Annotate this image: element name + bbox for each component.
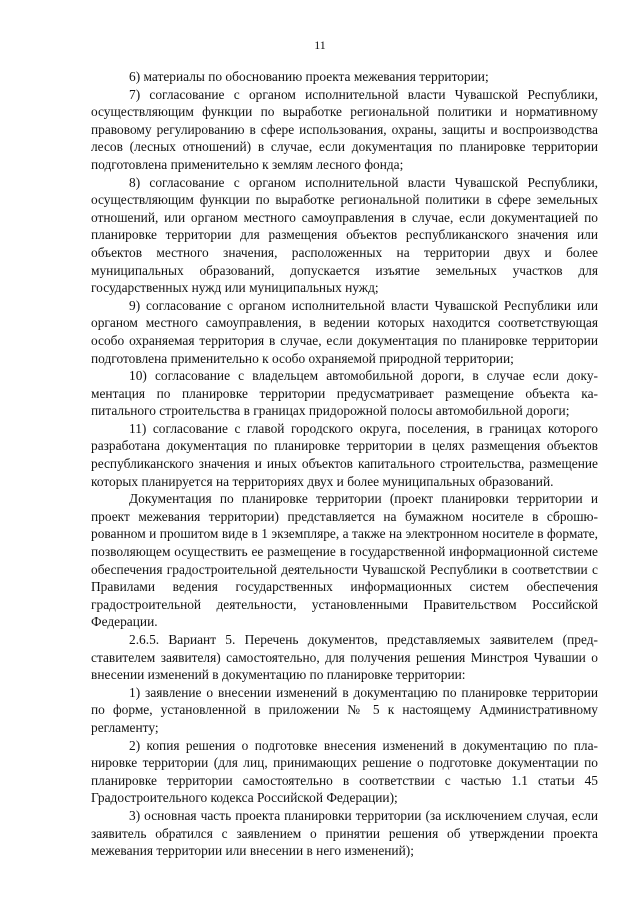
document-body	[91, 68, 598, 860]
paragraph-item-6: 6) материалы по обоснованию проекта межевания территории;	[129, 69, 489, 84]
paragraph-item-10: 10) согласование с владельцем автомобильной дороги, в случае если документация по планировке территории предусматривает размещение объекта капитального строительства в границах придорожной полосы автомобильной дороги;	[91, 368, 598, 419]
paragraph-list-item-3: 3) основная часть проекта планировки территории (за исключением случая, если заявитель обратился с заявлением о принятии решения об утверждении проекта межевания территории или внесении в него изменений);	[91, 807, 598, 859]
paragraph-item-7: 7) согласование с органом исполнительной власти Чувашской Республики, осуществляющим функции по выработке региональной политики и нормативному правовому регулированию в сфере использования, охраны, защиты и воспроизводства лесов (лесных отношений) в случае, если документация по планировке территории подготовлена применительно к землям лесного фонда;	[91, 86, 598, 172]
paragraph-item-9: 9) согласование с органом исполнительной власти Чувашской Республики или органом местного самоуправления, в ведении которых находится соответствующая особо охраняемая территория в случае, если документация по планировке территории подготовлена применительно к особо охраняемой природной территории;	[91, 297, 598, 366]
paragraph-section-2-6-5: 2.6.5. Вариант 5. Перечень документов, представляемых заявителем (представителем заявителя) самостоятельно, для получения решения Минстроя Чувашии о внесении изменений в документацию по планировке территории:	[91, 632, 598, 683]
paragraph-documentation-submission: Документация по планировке территории (проект планировки территории и проект межевания территории) представляется на бумажном носителе в сброшюрованном и прошитом виде в 1 экземпляре, а также на электронном носителе в формате, позволяющем осуществить ее размещение в государственной информационной системе обеспечения градостроительной деятельности Чувашской Республики в соответствии с Правилами ведения государственных информационных систем обеспечения градостроительной деятельности, установленными Правительством Российской Федерации.	[91, 491, 598, 630]
paragraph-list-item-1: 1) заявление о внесении изменений в документацию по планировке территории по форме, установленной в приложении № 5 к настоящему Административному регламенту;	[91, 684, 598, 735]
page-number: 11	[314, 38, 326, 52]
paragraph-item-8: 8) согласование с органом исполнительной власти Чувашской Республики, осуществляющим функции по выработке региональной политики в сфере земельных отношений, или органом местного самоуправления в случае, если документацией по планировке территории для размещения объектов республиканского значения или объектов местного значения, расположенных на территории двух и более муниципальных образований, допускается изъятие земельных участков для государственных нужд или муниципальных нужд;	[91, 174, 598, 296]
paragraph-item-11: 11) согласование с главой городского округа, поселения, в границах которого разработана документация по планировке территории в целях размещения объектов республиканского значения и иных объектов капитального строительства, размещение которых планируется на территориях двух и более муниципальных образований.	[91, 420, 598, 489]
paragraph-list-item-2: 2) копия решения о подготовке внесения изменений в документацию по планировке территории (для лиц, принимающих решение о подготовке документации по планировке территории самостоятельно в соответствии с частью 1.1 статьи 45 Градостроительного кодекса Российской Федерации);	[91, 737, 598, 806]
